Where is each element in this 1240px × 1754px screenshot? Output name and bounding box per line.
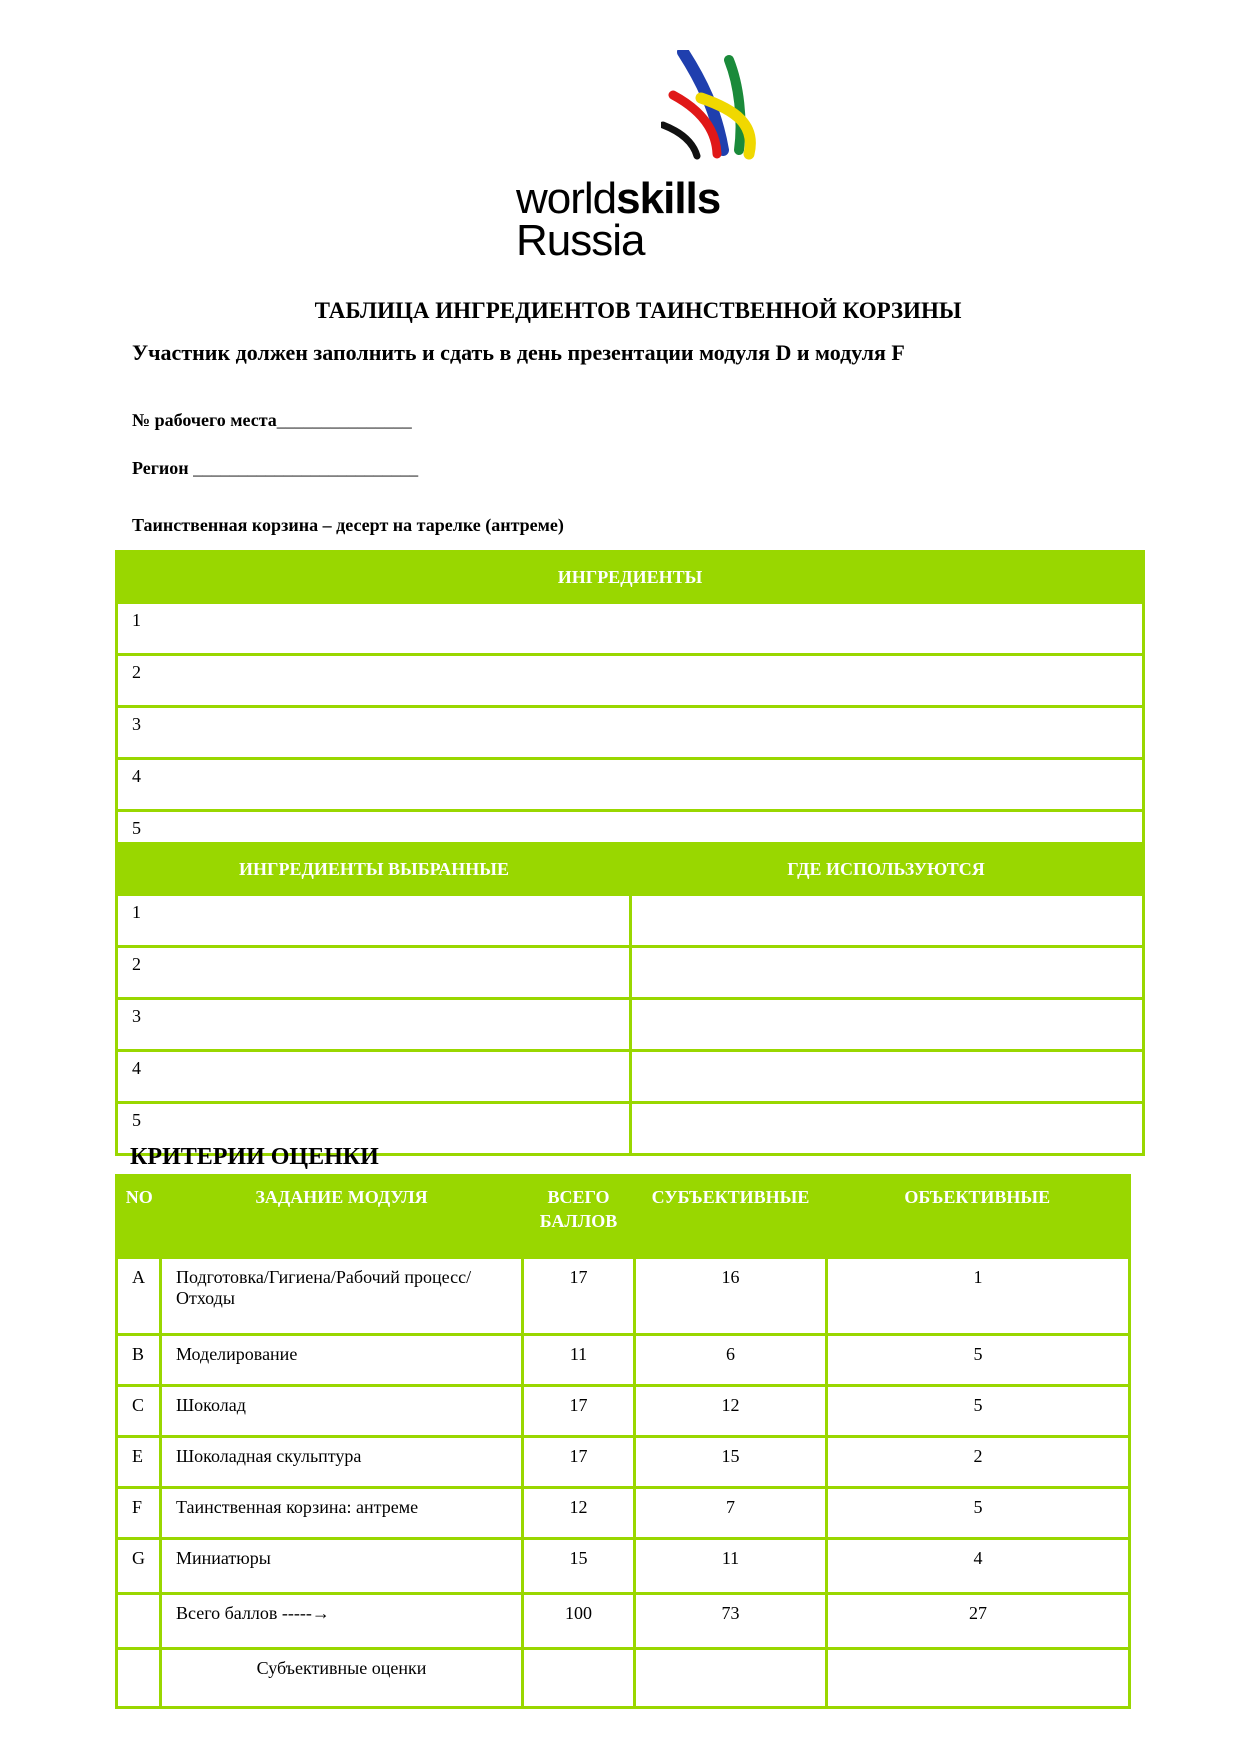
- selected-row[interactable]: 3: [117, 999, 631, 1051]
- selected-row[interactable]: 5: [117, 1103, 631, 1155]
- total-objective: 27: [827, 1594, 1130, 1649]
- subjective-scores-label: Субъективные оценки: [161, 1649, 523, 1708]
- ingredients-table: [115, 550, 1145, 864]
- selected-header: ИНГРЕДИЕНТЫ ВЫБРАННЫЕ: [117, 844, 631, 895]
- usage-cell[interactable]: [630, 1103, 1144, 1155]
- col-task: ЗАДАНИЕ МОДУЛЯ: [161, 1176, 523, 1258]
- subjective-scores-row: [117, 1649, 1130, 1708]
- subjective-obj-cell[interactable]: [827, 1649, 1130, 1708]
- ingredient-row[interactable]: 3: [117, 707, 1144, 759]
- col-total: ВСЕГО БАЛЛОВ: [523, 1176, 635, 1258]
- page-subtitle: Участник должен заполнить и сдать в день презентации модуля D и модуля F: [132, 340, 905, 365]
- total-subjective: 73: [635, 1594, 827, 1649]
- criteria-table: [115, 1174, 1131, 1709]
- table-row: B Моделирование 11 6 5: [117, 1335, 1130, 1386]
- usage-cell[interactable]: [630, 895, 1144, 947]
- selected-row[interactable]: 2: [117, 947, 631, 999]
- selected-row[interactable]: 1: [117, 895, 631, 947]
- logo-wordmark-bottom: Russia: [516, 216, 645, 265]
- subjective-total-cell[interactable]: [523, 1649, 635, 1708]
- ingredient-row[interactable]: 4: [117, 759, 1144, 811]
- col-no: NO: [117, 1176, 161, 1258]
- col-objective: ОБЪЕКТИВНЫЕ: [827, 1176, 1130, 1258]
- subjective-subj-cell[interactable]: [635, 1649, 827, 1708]
- criteria-heading: КРИТЕРИИ ОЦЕНКИ: [130, 1144, 379, 1170]
- ingredient-row[interactable]: 1: [117, 603, 1144, 655]
- usage-header: ГДЕ ИСПОЛЬЗУЮТСЯ: [630, 844, 1144, 895]
- col-subjective: СУБЪЕКТИВНЫЕ: [635, 1176, 827, 1258]
- usage-cell[interactable]: [630, 947, 1144, 999]
- total-row: [117, 1594, 1130, 1649]
- selected-ingredients-table: [115, 842, 1145, 1156]
- table-row: F Таинственная корзина: антреме 12 7 5: [117, 1488, 1130, 1539]
- workplace-field[interactable]: № рабочего места_______________: [132, 410, 412, 430]
- ingredient-row[interactable]: 5: [117, 811, 1144, 863]
- worldskills-flame-icon: [661, 50, 761, 160]
- total-label: Всего баллов -----→: [161, 1594, 523, 1649]
- usage-cell[interactable]: [630, 999, 1144, 1051]
- ingredients-header: ИНГРЕДИЕНТЫ: [117, 552, 1144, 603]
- table-row: C Шоколад 17 12 5: [117, 1386, 1130, 1437]
- table-row: A Подготовка/Гигиена/Рабочий процесс/Отходы 17 16 1: [117, 1258, 1130, 1335]
- selected-row[interactable]: 4: [117, 1051, 631, 1103]
- region-field[interactable]: Регион _________________________: [132, 458, 419, 478]
- ingredient-row[interactable]: 2: [117, 655, 1144, 707]
- basket-label: Таинственная корзина – десерт на тарелке (антреме): [132, 515, 564, 535]
- usage-cell[interactable]: [630, 1051, 1144, 1103]
- table-row: G Миниатюры 15 11 4: [117, 1539, 1130, 1594]
- logo-wordmark-top: worldskills: [516, 174, 721, 223]
- table-row: E Шоколадная скульптура 17 15 2: [117, 1437, 1130, 1488]
- worldskills-logo: [516, 50, 766, 270]
- page-title: ТАБЛИЦА ИНГРЕДИЕНТОВ ТАИНСТВЕННОЙ КОРЗИНЫ: [314, 298, 962, 323]
- total-points: 100: [523, 1594, 635, 1649]
